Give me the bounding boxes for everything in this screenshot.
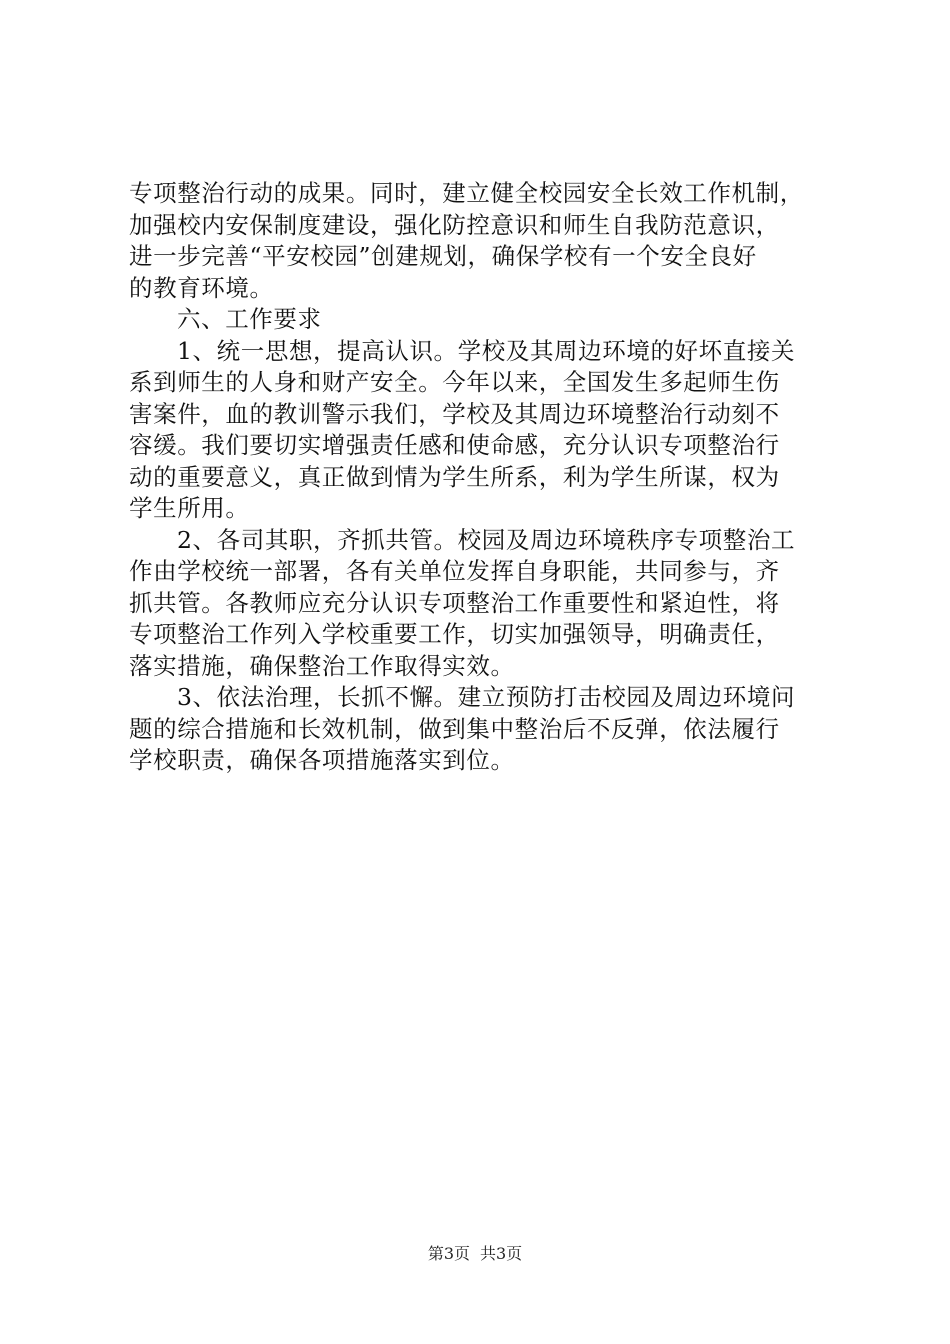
- text-line: 害案件，血的教训警示我们，学校及其周边环境整治行动刻不: [129, 399, 780, 428]
- text-line: 容缓。我们要切实增强责任感和使命感，充分认识专项整治行: [129, 431, 780, 459]
- text-line: 1、统一思想，提高认识。学校及其周边环境的好坏直接关: [177, 336, 796, 365]
- text-line: 专项整治行动的成果。同时，建立健全校园安全长效工作机制，: [129, 179, 804, 207]
- document-body: [129, 178, 829, 777]
- text-line: 学生所用。: [129, 494, 250, 522]
- text-line: 系到师生的人身和财产安全。今年以来，全国发生多起师生伤: [129, 368, 780, 396]
- page-number-current: 第3页: [427, 1244, 470, 1263]
- text-line: 作由学校统一部署，各有关单位发挥自身职能，共同参与，齐: [129, 557, 780, 585]
- text-line: 的教育环境。: [129, 273, 274, 302]
- text-line: 2、各司其职，齐抓共管。校园及周边环境秩序专项整治工: [177, 525, 796, 554]
- text-line: 3、依法治理，长抓不懈。建立预防打击校园及周边环境问: [177, 683, 796, 711]
- page-footer: [0, 1244, 950, 1264]
- text-line: 专项整治工作列入学校重要工作，切实加强领导，明确责任，: [129, 620, 780, 648]
- text-line: 题的综合措施和长效机制，做到集中整治后不反弹，依法履行: [129, 714, 780, 743]
- text-line: 抓共管。各教师应充分认识专项整治工作重要性和紧迫性，将: [129, 588, 780, 617]
- text-line: 进一步完善“平安校园”创建规划，确保学校有一个安全良好: [129, 242, 757, 270]
- text-line: 加强校内安保制度建设，强化防控意识和师生自我防范意识，: [129, 210, 780, 239]
- text-line: 动的重要意义，真正做到情为学生所系，利为学生所谋，权为: [129, 462, 780, 491]
- section-heading: 六、工作要求: [177, 305, 322, 333]
- text-line: 学校职责，确保各项措施落实到位。: [129, 746, 515, 774]
- text-line: 落实措施，确保整治工作取得实效。: [129, 651, 515, 680]
- page-number-total: 共3页: [480, 1244, 523, 1263]
